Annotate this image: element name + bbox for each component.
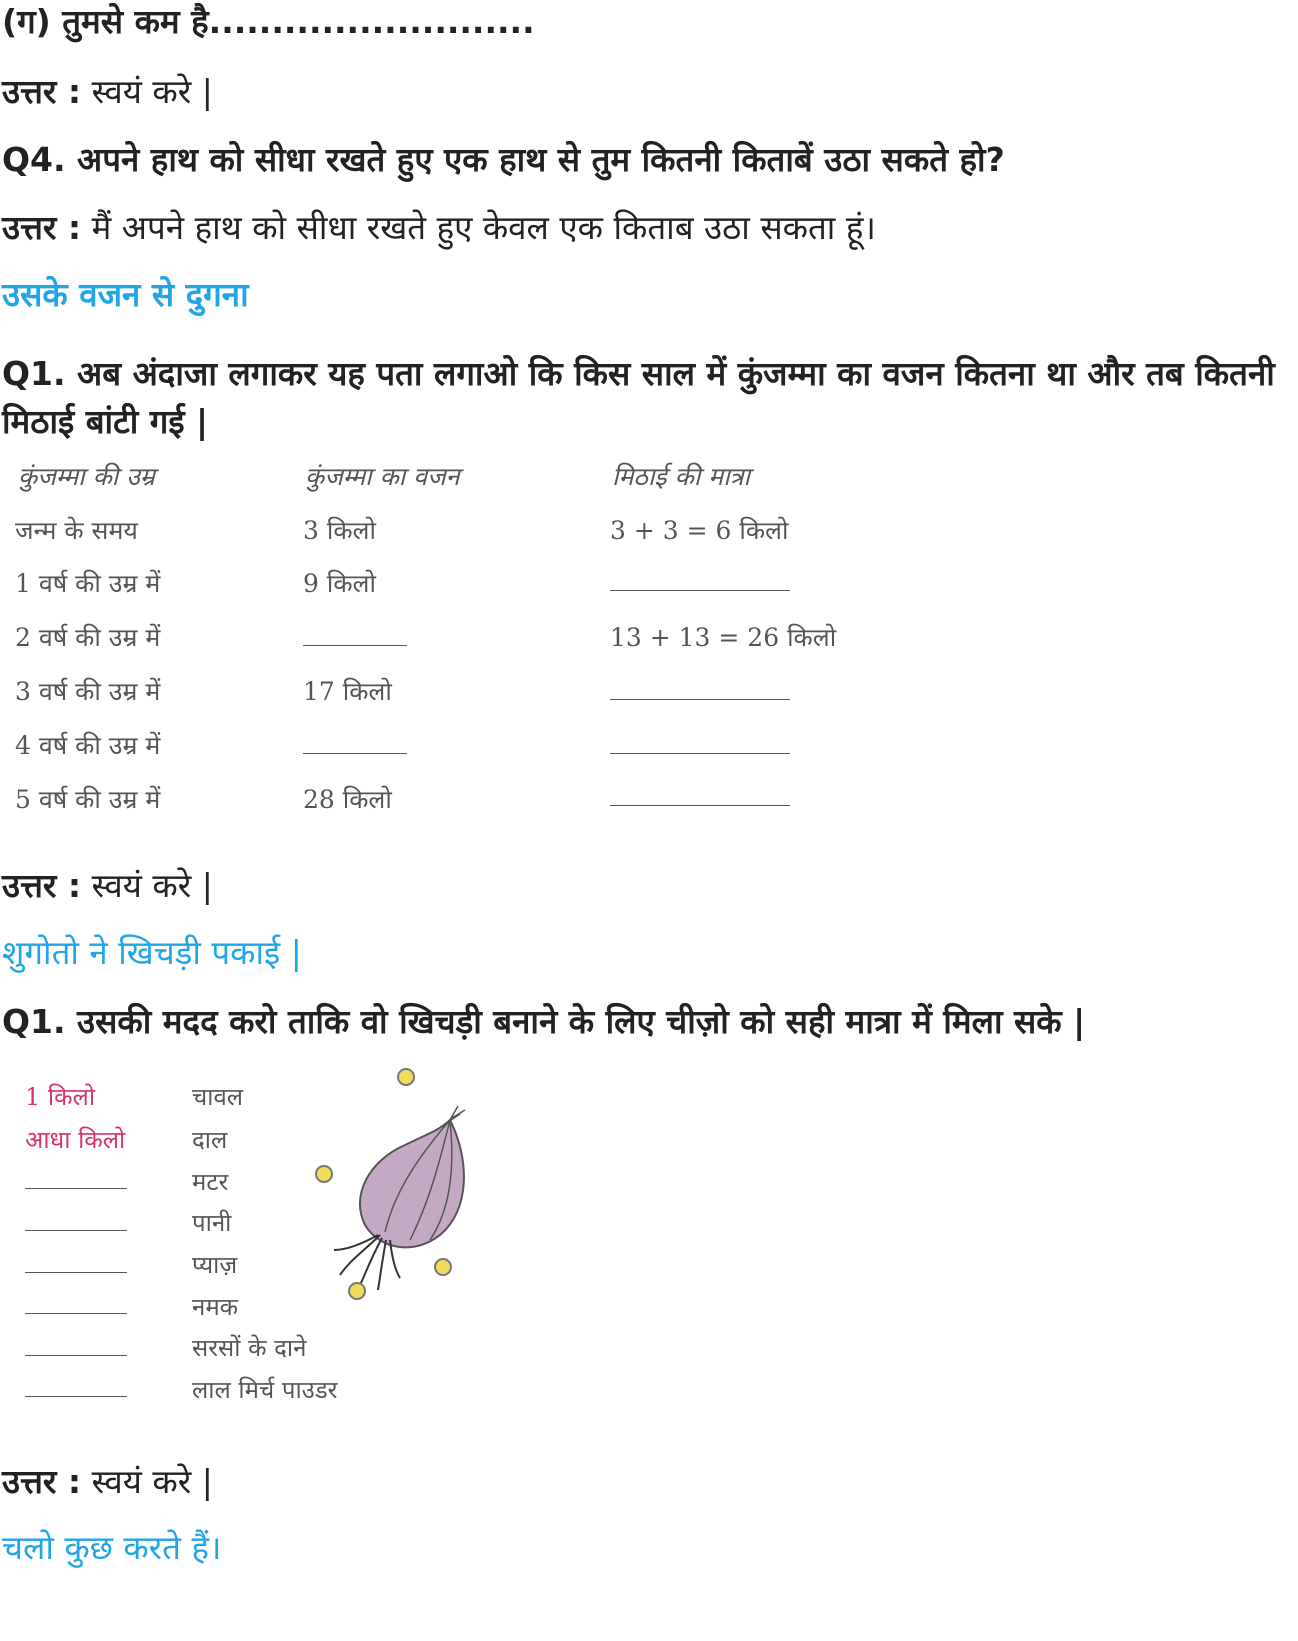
question-4: Q4. अपने हाथ को सीधा रखते हुए एक हाथ से तुम कितनी किताबें उठा सकते हो? bbox=[2, 140, 1005, 179]
seed-icon bbox=[315, 1165, 333, 1183]
answer-text: स्वयं करे | bbox=[91, 866, 213, 905]
quantity-label: आधा किलो bbox=[25, 1126, 126, 1154]
onion-icon bbox=[320, 1100, 490, 1320]
weight-table bbox=[0, 462, 880, 865]
question-1-khichdi: Q1. उसकी मदद करो ताकि वो खिचड़ी बनाने के लिए चीज़ो को सही मात्रा में मिला सके | bbox=[2, 1002, 1086, 1041]
answer-text: मैं अपने हाथ को सीधा रखते हुए केवल एक किताब उठा सकता हूं। bbox=[91, 208, 876, 247]
table-cell-age: 4 वर्ष की उम्र में bbox=[15, 731, 161, 760]
answer-4 bbox=[2, 208, 876, 248]
blank-line bbox=[610, 805, 790, 806]
blank-line bbox=[303, 645, 407, 646]
answer-2 bbox=[2, 866, 213, 906]
ingredient-item: प्याज़ bbox=[192, 1251, 238, 1279]
table-cell-weight: 9 किलो bbox=[303, 569, 376, 598]
blank-line bbox=[610, 753, 790, 754]
ingredient-item: नमक bbox=[192, 1293, 239, 1321]
question-1-weight: Q1. अब अंदाजा लगाकर यह पता लगाओ कि किस साल में कुंजम्मा का वजन कितना था और तब कितनी मिठाई बांटी गई | bbox=[2, 354, 1275, 441]
answer-label: उत्तर : bbox=[2, 72, 82, 111]
table-cell-weight: 3 किलो bbox=[303, 516, 376, 545]
blank-line bbox=[25, 1230, 127, 1231]
blank-line bbox=[25, 1313, 127, 1314]
table-cell-sweet: 3 + 3 = 6 किलो bbox=[610, 516, 789, 545]
table-cell-weight: 28 किलो bbox=[303, 785, 392, 814]
blank-line bbox=[303, 753, 407, 754]
blank-line bbox=[25, 1396, 127, 1397]
blank-line bbox=[25, 1355, 127, 1356]
blank-line bbox=[25, 1188, 127, 1189]
table-cell-sweet: 13 + 13 = 26 किलो bbox=[610, 623, 837, 652]
table-cell-age: 3 वर्ष की उम्र में bbox=[15, 677, 161, 706]
seed-icon bbox=[348, 1282, 366, 1300]
ingredient-item: लाल मिर्च पाउडर bbox=[192, 1376, 338, 1404]
quantity-label: 1 किलो bbox=[25, 1083, 96, 1111]
blank-line bbox=[610, 699, 790, 700]
section-heading-khichdi: शुगोतो ने खिचड़ी पकाई | bbox=[2, 933, 302, 972]
ingredient-item: दाल bbox=[192, 1126, 228, 1154]
ingredient-item: चावल bbox=[192, 1083, 244, 1111]
section-heading-activity: चलो कुछ करते हैं। bbox=[2, 1528, 222, 1567]
table-header-sweet: मिठाई की मात्रा bbox=[612, 462, 750, 491]
answer-1 bbox=[2, 72, 213, 112]
ingredient-item: मटर bbox=[192, 1168, 229, 1196]
table-cell-age: 1 वर्ष की उम्र में bbox=[15, 569, 161, 598]
answer-label: उत्तर : bbox=[2, 1462, 82, 1501]
line-ga: (ग) तुमसे कम है.......................... bbox=[2, 2, 535, 41]
ingredient-item: सरसों के दाने bbox=[192, 1334, 307, 1362]
answer-text: स्वयं करे | bbox=[91, 72, 213, 111]
table-header-age: कुंजम्मा की उम्र bbox=[18, 462, 155, 491]
section-heading-double: उसके वजन से दुगना bbox=[2, 275, 249, 314]
table-cell-age: जन्म के समय bbox=[15, 516, 138, 545]
blank-line bbox=[610, 590, 790, 591]
seed-icon bbox=[397, 1068, 415, 1086]
blank-line bbox=[25, 1272, 127, 1273]
table-cell-age: 2 वर्ष की उम्र में bbox=[15, 623, 161, 652]
answer-3 bbox=[2, 1462, 213, 1502]
answer-text: स्वयं करे | bbox=[91, 1462, 213, 1501]
answer-label: उत्तर : bbox=[2, 208, 82, 247]
ingredient-item: पानी bbox=[192, 1209, 232, 1237]
table-cell-age: 5 वर्ष की उम्र में bbox=[15, 785, 161, 814]
seed-icon bbox=[434, 1258, 452, 1276]
table-cell-weight: 17 किलो bbox=[303, 677, 392, 706]
table-header-weight: कुंजम्मा का वजन bbox=[305, 462, 460, 491]
answer-label: उत्तर : bbox=[2, 866, 82, 905]
